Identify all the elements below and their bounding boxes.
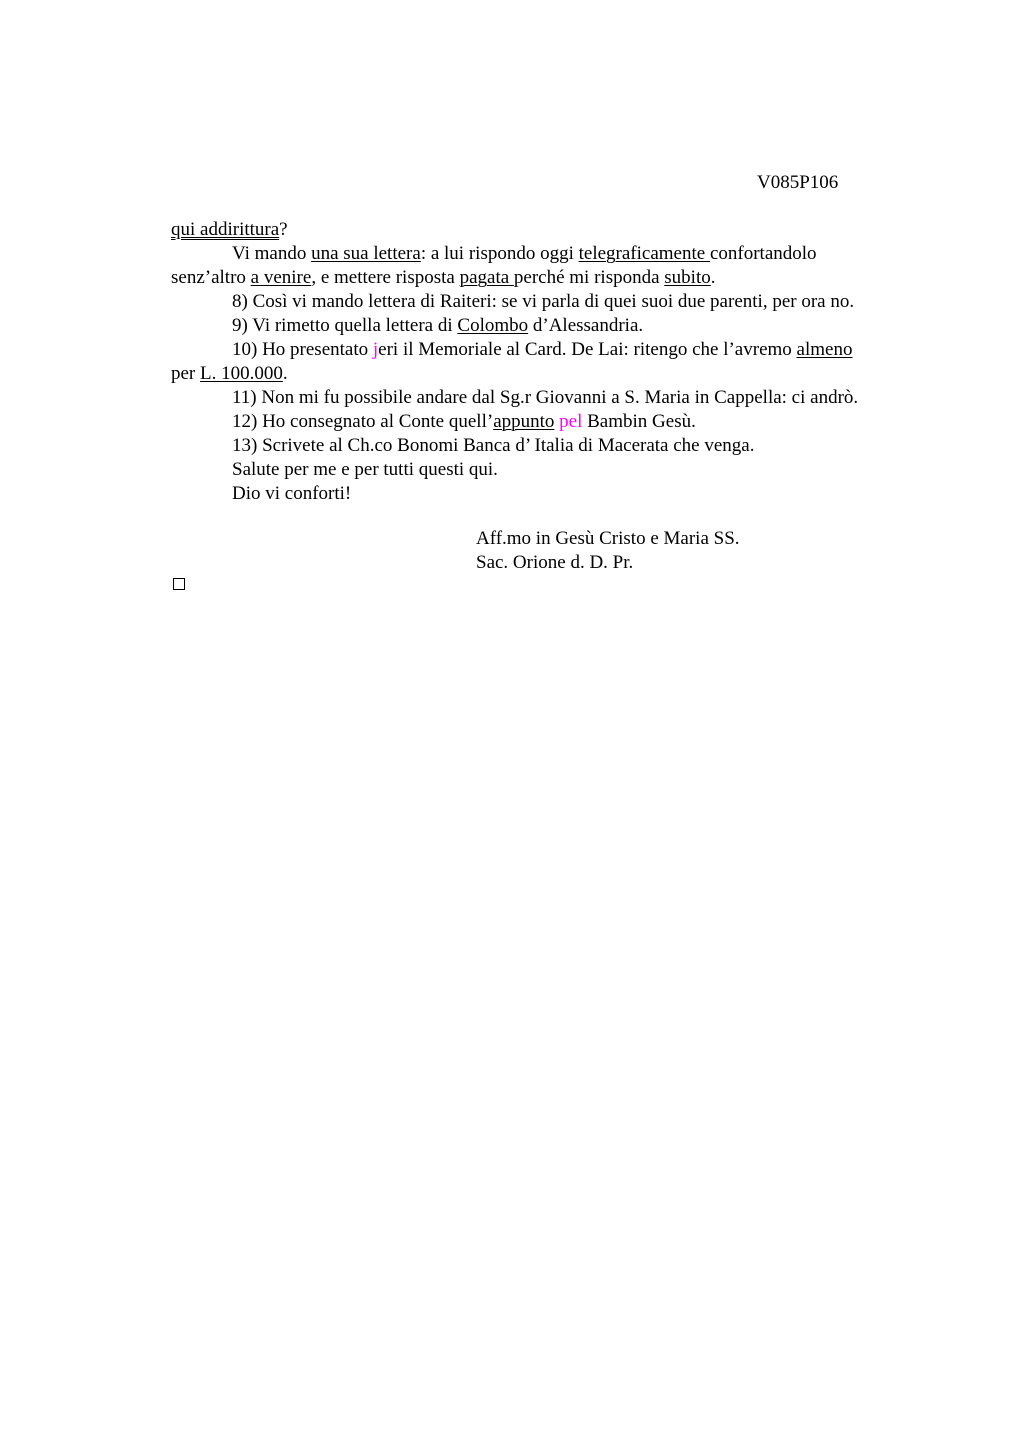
letter-body [171,218,931,506]
text-segment: . [710,267,716,288]
text-segment: perché mi risponda [513,267,665,288]
text-segment: senz’altro [171,267,251,288]
line-2 [171,242,931,266]
line-7 [171,362,931,386]
underlined-text: L. 100.000 [200,363,283,384]
text-segment: Bambin Gesù. [582,411,696,432]
underlined-text: pagata [459,267,514,288]
double-underlined-text: qui addirittura [171,219,280,240]
text-segment: 9) Vi rimetto quella lettera di [232,315,458,336]
line-6 [171,338,931,362]
text-segment: Dio vi conforti! [232,483,352,504]
text-segment: 10) Ho presentato [232,339,373,360]
text-segment: 11) Non mi fu possibile andare dal Sg.r Giovanni a S. Maria in Cappella: ci andrò. [232,387,859,408]
text-segment: : a lui rispondo oggi [420,243,579,264]
signature-closing: Aff.mo in Gesù Cristo e Maria SS. [476,528,740,549]
signature-name: Sac. Orione d. D. Pr. [476,552,634,573]
underlined-text: subito [664,267,711,288]
underlined-text: una sua lettera [311,243,421,264]
line-12 [171,482,931,506]
line-9 [171,410,931,434]
page-identifier: V085P106 [757,172,839,193]
line-10 [171,434,931,458]
text-segment: 8) Così vi mando lettera di Raiteri: se vi parla di quei suoi due parenti, per ora no. [232,291,855,312]
highlighted-text: j [372,339,379,360]
text-segment: 12) Ho consegnato al Conte quell’ [232,411,494,432]
text-segment: Vi mando [232,243,312,264]
line-1 [171,218,931,242]
underlined-text: Colombo [457,315,529,336]
line-11 [171,458,931,482]
text-segment: eri il Memoriale al Card. De Lai: ritengo che l’avremo [378,339,797,360]
text-segment: . [282,363,288,384]
square-box-icon [173,578,185,590]
line-5 [171,314,931,338]
text-segment: , e mettere risposta [311,267,460,288]
text-segment: per [171,363,201,384]
line-8 [171,386,931,410]
highlighted-text: pel [559,411,583,432]
underlined-text: appunto [493,411,555,432]
text-segment: confortandolo [709,243,817,264]
underlined-text: a venire [250,267,312,288]
signature-block [476,527,740,575]
text-segment: 13) Scrivete al Ch.co Bonomi Banca d’ Italia di Macerata che venga. [232,435,755,456]
line-3 [171,266,931,290]
line-4 [171,290,931,314]
text-segment: d’Alessandria. [528,315,644,336]
text-segment: Salute per me e per tutti questi qui. [232,459,498,480]
underlined-text: almeno [796,339,853,360]
text-segment: ? [279,219,288,240]
underlined-text: telegraficamente [578,243,710,264]
